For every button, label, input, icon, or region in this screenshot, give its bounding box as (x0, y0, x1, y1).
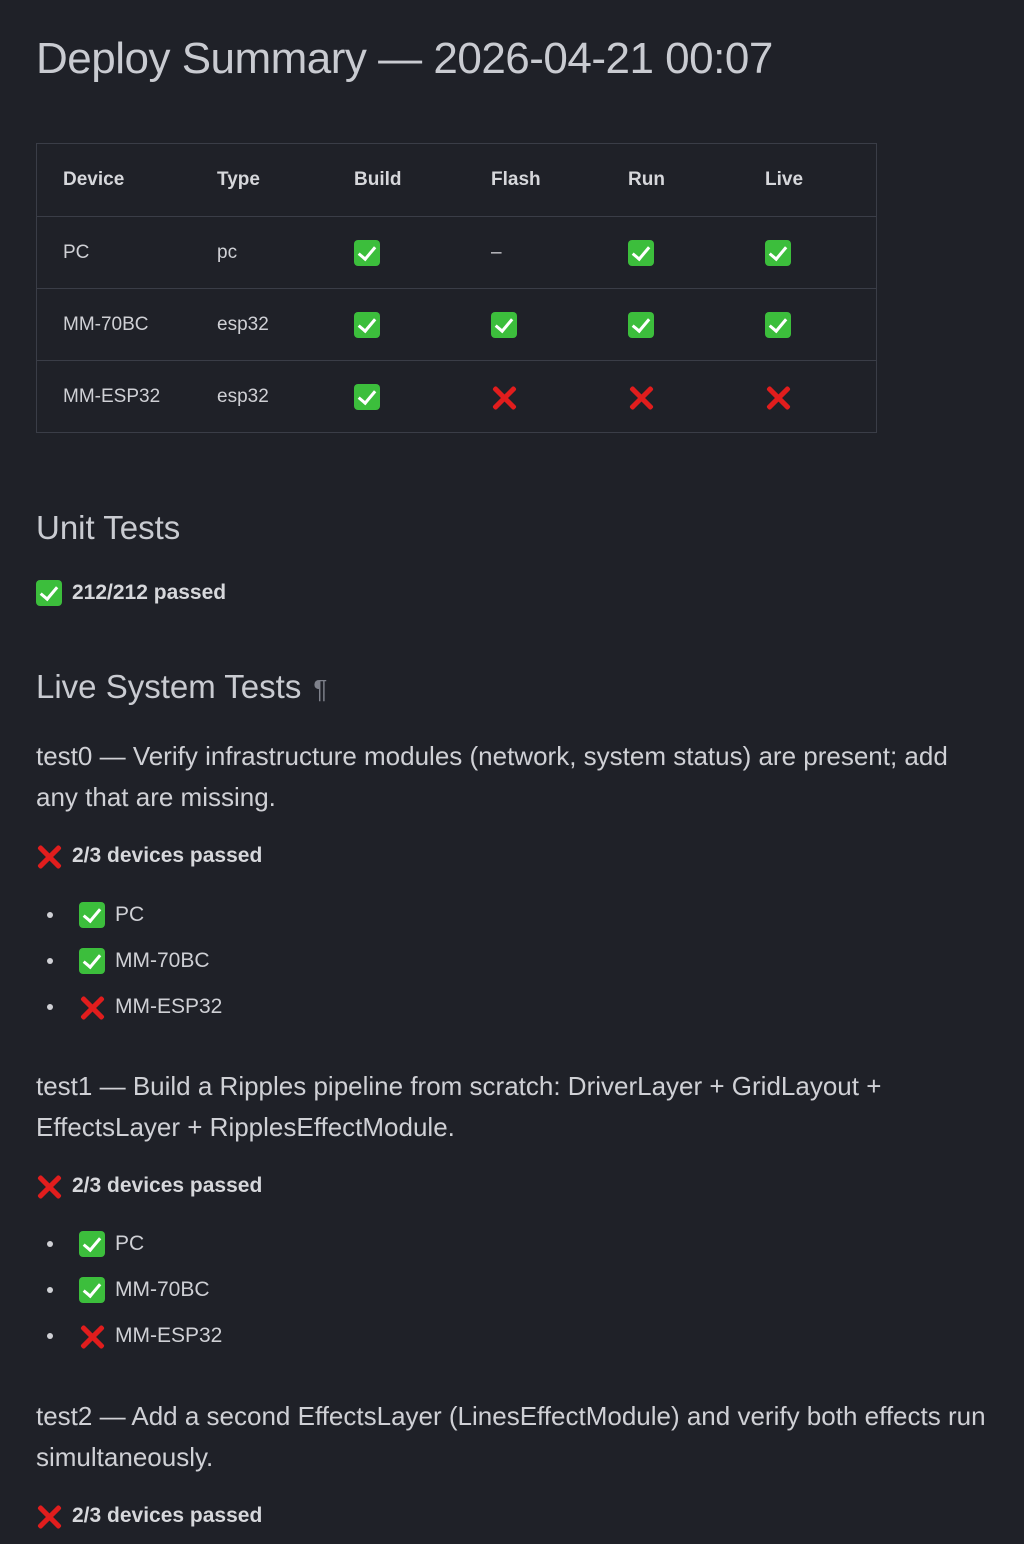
cell-run (602, 289, 739, 361)
device-result-list (36, 892, 222, 1030)
cell-build (328, 289, 465, 361)
cell-type: esp32 (217, 385, 269, 407)
device-name: PC (115, 1232, 145, 1255)
page-title: Deploy Summary — 2026-04-21 00:07 (36, 34, 773, 83)
list-item (36, 1267, 222, 1313)
bullet (47, 1333, 53, 1339)
check-icon (765, 240, 791, 266)
cross-icon (491, 384, 517, 410)
test-description: test1 — Build a Ripples pipeline from scratch: DriverLayer + GridLayout + EffectsLayer + RipplesEffectModule. (36, 1071, 882, 1142)
test-status (36, 1503, 262, 1529)
list-item (36, 984, 222, 1030)
check-icon (79, 1231, 105, 1257)
check-icon (628, 240, 654, 266)
check-icon (36, 580, 62, 606)
check-icon (628, 312, 654, 338)
cell-live (739, 361, 877, 433)
header-type: Type (191, 144, 328, 217)
bullet (47, 958, 53, 964)
cell-build (328, 217, 465, 289)
cell-run (602, 217, 739, 289)
device-name: MM-ESP32 (115, 995, 223, 1018)
test-summary: 2/3 devices passed (72, 844, 263, 867)
test-status (36, 1173, 262, 1199)
none-dash: – (491, 241, 502, 263)
deploy-table (36, 143, 877, 433)
table-header-row (37, 144, 877, 217)
test-summary: 2/3 devices passed (72, 1174, 263, 1197)
cell-live (739, 289, 877, 361)
test-summary: 2/3 devices passed (72, 1504, 263, 1527)
bullet (47, 1241, 53, 1247)
test-status (36, 843, 262, 869)
anchor-link[interactable]: ¶ (313, 674, 328, 704)
cell-flash (465, 217, 602, 289)
bullet (47, 1287, 53, 1293)
table-row (37, 361, 877, 433)
cell-flash (465, 289, 602, 361)
cross-icon (765, 384, 791, 410)
header-flash: Flash (465, 144, 602, 217)
header-run: Run (602, 144, 739, 217)
cell-run (602, 361, 739, 433)
bullet (47, 912, 53, 918)
check-icon (491, 312, 517, 338)
header-device: Device (37, 144, 192, 217)
list-item (36, 1221, 222, 1267)
cross-icon (628, 384, 654, 410)
cell-build (328, 361, 465, 433)
table-row (37, 217, 877, 289)
device-name: MM-70BC (115, 949, 210, 972)
cross-icon (79, 1323, 105, 1349)
check-icon (354, 312, 380, 338)
test-description: test0 — Verify infrastructure modules (network, system status) are present; add any that are missing. (36, 741, 948, 812)
cell-flash (465, 361, 602, 433)
list-item (36, 938, 222, 984)
cross-icon (79, 994, 105, 1020)
cell-device: MM-70BC (37, 289, 192, 361)
list-item (36, 892, 222, 938)
check-icon (354, 384, 380, 410)
cell-device: PC (37, 217, 192, 289)
check-icon (79, 902, 105, 928)
cell-type: pc (191, 217, 328, 289)
live-tests-heading-text: Live System Tests (36, 668, 302, 705)
list-item (36, 1313, 222, 1359)
cell-type: esp32 (191, 289, 328, 361)
table-row (37, 289, 877, 361)
header-build: Build (328, 144, 465, 217)
cross-icon (36, 1173, 62, 1199)
check-icon (79, 948, 105, 974)
unit-tests-status (36, 580, 226, 606)
unit-tests-summary: 212/212 passed (72, 581, 227, 604)
check-icon (765, 312, 791, 338)
cross-icon (36, 1503, 62, 1529)
header-live: Live (739, 144, 877, 217)
live-system-tests-heading (36, 668, 327, 706)
unit-tests-heading: Unit Tests (36, 509, 181, 546)
cell-live (739, 217, 877, 289)
check-icon (79, 1277, 105, 1303)
test-description: test2 — Add a second EffectsLayer (LinesEffectModule) and verify both effects run simultaneously. (36, 1401, 986, 1472)
device-name: MM-70BC (115, 1278, 210, 1301)
check-icon (354, 240, 380, 266)
device-name: PC (115, 903, 145, 926)
cross-icon (36, 843, 62, 869)
bullet (47, 1004, 53, 1010)
device-name: MM-ESP32 (115, 1324, 223, 1347)
cell-device: MM-ESP32 (63, 385, 161, 407)
device-result-list (36, 1221, 222, 1359)
